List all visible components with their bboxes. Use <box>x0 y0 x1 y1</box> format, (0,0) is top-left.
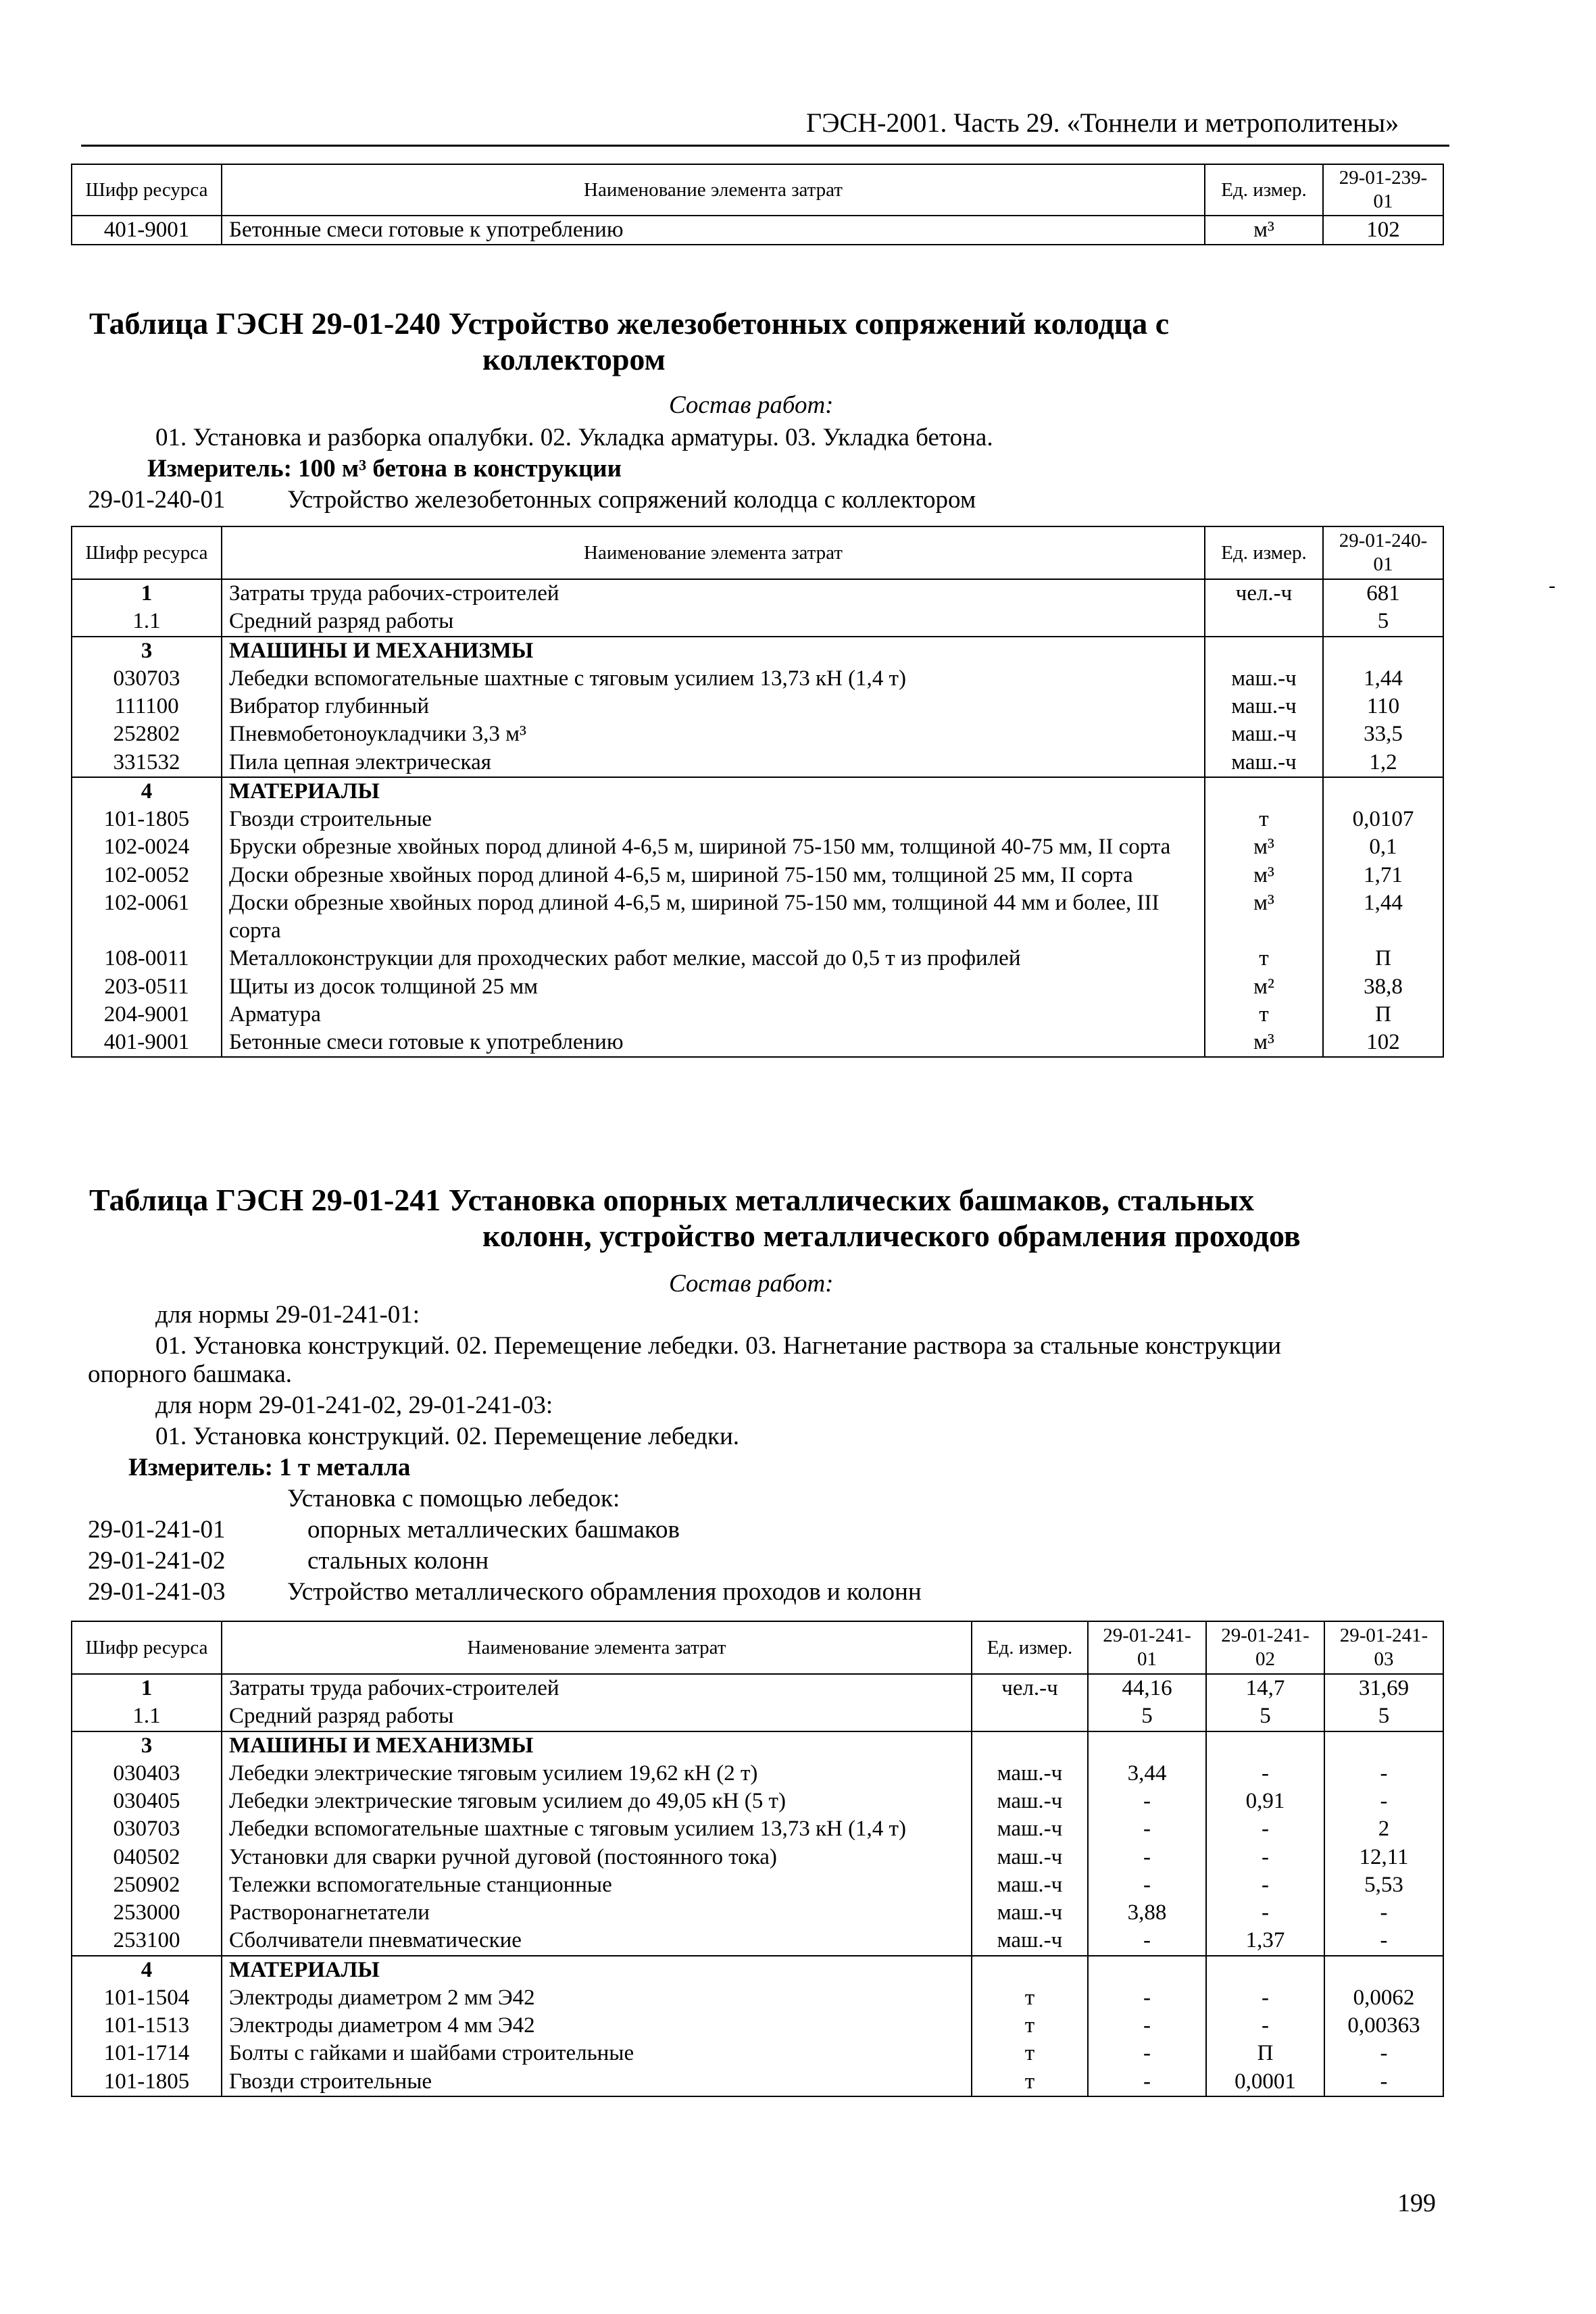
resource-code: 030403 <box>72 1760 222 1788</box>
group-row <box>72 1956 1443 1984</box>
norm-code-241-03: 29-01-241-03 <box>88 1578 226 1606</box>
col-name-header: Наименование элемента затрат <box>222 164 1205 216</box>
norm-value: 31,69 <box>1324 1674 1443 1702</box>
unit: маш.-ч <box>972 1871 1088 1899</box>
table-row <box>72 665 1443 693</box>
table-row <box>72 1702 1443 1731</box>
norm-value: - <box>1324 1927 1443 1955</box>
unit: маш.-ч <box>972 1760 1088 1788</box>
norm-value: - <box>1088 1871 1206 1899</box>
cost-element-name: МАШИНЫ И МЕХАНИЗМЫ <box>222 1731 972 1760</box>
table-row <box>72 608 1443 636</box>
table-row <box>72 216 1443 245</box>
cost-element-name: Доски обрезные хвойных пород длиной 4-6,5 м, шириной 75-150 мм, толщиной 44 мм и более, III сорта <box>222 889 1205 945</box>
cost-element-name: Щиты из досок толщиной 25 мм <box>222 973 1205 1001</box>
unit: т <box>1205 1001 1323 1029</box>
norm-value <box>1323 777 1443 806</box>
resource-code: 101-1504 <box>72 1984 222 2012</box>
norm-value: П <box>1206 2040 1324 2067</box>
unit: маш.-ч <box>1205 665 1323 693</box>
norm-value: 5 <box>1324 1702 1443 1731</box>
norm-value: - <box>1324 1760 1443 1788</box>
cost-element-name: Тележки вспомогательные станционные <box>222 1871 972 1899</box>
table-row <box>72 973 1443 1001</box>
table-row <box>72 833 1443 861</box>
norm-name-241-03: Устройство металлического обрамления проходов и колонн <box>287 1578 922 1606</box>
resource-code: 3 <box>72 1731 222 1760</box>
unit: маш.-ч <box>972 1844 1088 1871</box>
table-body <box>72 216 1443 245</box>
unit: маш.-ч <box>1205 749 1323 777</box>
table-row <box>72 1760 1443 1788</box>
table-row <box>72 749 1443 777</box>
norm-value: 0,0001 <box>1206 2068 1324 2096</box>
page-number: 199 <box>1397 2189 1436 2217</box>
unit <box>1205 637 1323 665</box>
unit: т <box>972 2040 1088 2067</box>
cost-element-name: Растворонагнетатели <box>222 1899 972 1927</box>
norm-value: 1,37 <box>1206 1927 1324 1955</box>
norm-value: - <box>1088 2068 1206 2096</box>
unit: маш.-ч <box>972 1788 1088 1815</box>
unit <box>972 1702 1088 1731</box>
norm-value: - <box>1088 1815 1206 1843</box>
table-row <box>72 1844 1443 1871</box>
cost-element-name: Электроды диаметром 2 мм Э42 <box>222 1984 972 2012</box>
norm-value: 3,88 <box>1088 1899 1206 1927</box>
cost-element-name: Вибратор глубинный <box>222 693 1205 720</box>
table-row <box>72 1029 1443 1057</box>
table-29-01-240 <box>71 526 1444 1058</box>
norm-value: 681 <box>1323 579 1443 608</box>
unit: м³ <box>1205 833 1323 861</box>
table-body <box>72 579 1443 1057</box>
norm-value <box>1206 1956 1324 1984</box>
norm-value: - <box>1206 2012 1324 2040</box>
cost-element-name: МАШИНЫ И МЕХАНИЗМЫ <box>222 637 1205 665</box>
resource-code: 101-1805 <box>72 806 222 833</box>
unit: т <box>1205 945 1323 973</box>
resource-code: 102-0024 <box>72 833 222 861</box>
unit <box>1205 608 1323 636</box>
norm-value <box>1323 637 1443 665</box>
cost-element-name: Бетонные смеси готовые к употреблению <box>222 216 1205 245</box>
resource-code: 401-9001 <box>72 216 222 245</box>
unit: т <box>1205 806 1323 833</box>
col-norm-header: 29-01-241-02 <box>1206 1621 1324 1674</box>
col-unit-header: Ед. измер. <box>1205 526 1323 579</box>
norm-value: 1,71 <box>1323 862 1443 889</box>
table-row <box>72 1927 1443 1955</box>
running-head: ГЭСН-2001. Часть 29. «Тоннели и метрополитены» <box>806 107 1399 138</box>
norm-value: 5 <box>1088 1702 1206 1731</box>
unit: маш.-ч <box>972 1815 1088 1843</box>
resource-code: 030703 <box>72 1815 222 1843</box>
resource-code: 3 <box>72 637 222 665</box>
norm-value: - <box>1206 1871 1324 1899</box>
norm-value: - <box>1324 2040 1443 2067</box>
norm-value <box>1324 1731 1443 1760</box>
norm-value: - <box>1088 1788 1206 1815</box>
norm-name-241-01: опорных металлических башмаков <box>307 1516 680 1544</box>
table-240-title-line2: коллектором <box>482 341 666 376</box>
norm-value: - <box>1206 1760 1324 1788</box>
resource-code: 030405 <box>72 1788 222 1815</box>
resource-code: 101-1805 <box>72 2068 222 2096</box>
norm-value: 0,0107 <box>1323 806 1443 833</box>
norm-value: 12,11 <box>1324 1844 1443 1871</box>
norm-value: - <box>1324 1899 1443 1927</box>
resource-code: 1 <box>72 1674 222 1702</box>
composition-1b: опорного башмака. <box>88 1360 293 1388</box>
norm-value: - <box>1206 1984 1324 2012</box>
norm-value: - <box>1206 1899 1324 1927</box>
unit <box>1205 777 1323 806</box>
resource-code: 101-1513 <box>72 2012 222 2040</box>
table-row <box>72 2068 1443 2096</box>
norm-value: 1,2 <box>1323 749 1443 777</box>
norm-name-240: Устройство железобетонных сопряжений колодца с коллектором <box>287 486 976 514</box>
unit: м³ <box>1205 862 1323 889</box>
header-rule <box>81 145 1449 147</box>
col-unit-header: Ед. измер. <box>1205 164 1323 216</box>
resource-code: 101-1714 <box>72 2040 222 2067</box>
table-row <box>72 1984 1443 2012</box>
table-row <box>72 1001 1443 1029</box>
cost-element-name: Болты с гайками и шайбами строительные <box>222 2040 972 2067</box>
norm-value: 33,5 <box>1323 720 1443 748</box>
cost-element-name: Металлоконструкции для проходческих работ мелкие, массой до 0,5 т из профилей <box>222 945 1205 973</box>
resource-code: 4 <box>72 1956 222 1984</box>
cost-element-name: Электроды диаметром 4 мм Э42 <box>222 2012 972 2040</box>
composition-label-241: Состав работ: <box>669 1270 834 1298</box>
unit: м³ <box>1205 216 1323 245</box>
norm-value: П <box>1323 1001 1443 1029</box>
meter-241: Измеритель: 1 т металла <box>128 1454 411 1481</box>
table-row <box>72 1674 1443 1702</box>
col-norm-header: 29-01-239-01 <box>1323 164 1443 216</box>
table-row <box>72 1871 1443 1899</box>
col-unit-header: Ед. измер. <box>972 1621 1088 1674</box>
cost-element-name: МАТЕРИАЛЫ <box>222 777 1205 806</box>
table-row <box>72 806 1443 833</box>
group-row <box>72 1731 1443 1760</box>
norm-value: 5 <box>1323 608 1443 636</box>
cost-element-name: Затраты труда рабочих-строителей <box>222 579 1205 608</box>
norm-value: - <box>1324 1788 1443 1815</box>
unit: чел.-ч <box>1205 579 1323 608</box>
table-row <box>72 862 1443 889</box>
unit: чел.-ч <box>972 1674 1088 1702</box>
resource-code: 108-0011 <box>72 945 222 973</box>
unit: маш.-ч <box>1205 720 1323 748</box>
norm-value: 102 <box>1323 216 1443 245</box>
composition-1a: 01. Установка конструкций. 02. Перемещение лебедки. 03. Нагнетание раствора за стальные конструкции <box>155 1332 1282 1360</box>
table-241-title-line1: Таблица ГЭСН 29-01-241 Установка опорных металлических башмаков, стальных <box>89 1183 1254 1217</box>
table-241-title <box>89 1183 1441 1254</box>
table-row <box>72 1815 1443 1843</box>
norm-value: 2 <box>1324 1815 1443 1843</box>
cost-element-name: Средний разряд работы <box>222 608 1205 636</box>
table-row <box>72 579 1443 608</box>
norm-value: 38,8 <box>1323 973 1443 1001</box>
cost-element-name: Установки для сварки ручной дуговой (постоянного тока) <box>222 1844 972 1871</box>
resource-code: 204-9001 <box>72 1001 222 1029</box>
norm-code-241-02: 29-01-241-02 <box>88 1547 226 1575</box>
table-240-title-line1: Таблица ГЭСН 29-01-240 Устройство железобетонных сопряжений колодца с <box>89 306 1170 341</box>
resource-code: 1.1 <box>72 608 222 636</box>
table-row <box>72 720 1443 748</box>
norm-value <box>1206 1731 1324 1760</box>
norm-value: - <box>1088 1984 1206 2012</box>
col-code-header: Шифр ресурса <box>72 164 222 216</box>
norm-value: 102 <box>1323 1029 1443 1057</box>
unit: м³ <box>1205 1029 1323 1057</box>
table-29-01-241 <box>71 1621 1444 2097</box>
resource-code: 253100 <box>72 1927 222 1955</box>
cost-element-name: Лебедки электрические тяговым усилием 19,62 кН (2 т) <box>222 1760 972 1788</box>
composition-label-240: Состав работ: <box>669 391 834 419</box>
norm-value: - <box>1088 2012 1206 2040</box>
norm-value: 5,53 <box>1324 1871 1443 1899</box>
col-norm-header: 29-01-240-01 <box>1323 526 1443 579</box>
unit: маш.-ч <box>972 1899 1088 1927</box>
norm-value: 1,44 <box>1323 665 1443 693</box>
cost-element-name: Затраты труда рабочих-строителей <box>222 1674 972 1702</box>
col-name-header: Наименование элемента затрат <box>222 1621 972 1674</box>
table-row <box>72 889 1443 945</box>
table-241-title-line2: колонн, устройство металлического обрамления проходов <box>482 1218 1301 1253</box>
norm-value: 0,0062 <box>1324 1984 1443 2012</box>
norm-value: - <box>1088 1844 1206 1871</box>
col-norm-header: 29-01-241-01 <box>1088 1621 1206 1674</box>
table-row <box>72 2040 1443 2067</box>
cost-element-name: Лебедки электрические тяговым усилием до 49,05 кН (5 т) <box>222 1788 972 1815</box>
table-row <box>72 945 1443 973</box>
norm-value: 14,7 <box>1206 1674 1324 1702</box>
col-norm-header: 29-01-241-03 <box>1324 1621 1443 1674</box>
resource-code: 253000 <box>72 1899 222 1927</box>
norm-value: - <box>1324 2068 1443 2096</box>
resource-code: 102-0061 <box>72 889 222 945</box>
norm-value: 1,44 <box>1323 889 1443 945</box>
norm-value: П <box>1323 945 1443 973</box>
col-code-header: Шифр ресурса <box>72 526 222 579</box>
norm-value <box>1324 1956 1443 1984</box>
norm-value: - <box>1088 1927 1206 1955</box>
col-name-header: Наименование элемента затрат <box>222 526 1205 579</box>
col-code-header: Шифр ресурса <box>72 1621 222 1674</box>
unit: м² <box>1205 973 1323 1001</box>
table-29-01-239 <box>71 164 1444 245</box>
cost-element-name: Лебедки вспомогательные шахтные с тяговым усилием 13,73 кН (1,4 т) <box>222 1815 972 1843</box>
unit: т <box>972 2068 1088 2096</box>
resource-code: 252802 <box>72 720 222 748</box>
resource-code: 102-0052 <box>72 862 222 889</box>
norm-name-241-02: стальных колонн <box>307 1547 489 1575</box>
norm-value: 0,1 <box>1323 833 1443 861</box>
cost-element-name: Бетонные смеси готовые к употреблению <box>222 1029 1205 1057</box>
norm-value: 5 <box>1206 1702 1324 1731</box>
unit: маш.-ч <box>1205 693 1323 720</box>
resource-code: 040502 <box>72 1844 222 1871</box>
norms-intro: Установка с помощью лебедок: <box>287 1485 620 1512</box>
resource-code: 1 <box>72 579 222 608</box>
norm-code-240: 29-01-240-01 <box>88 486 226 514</box>
resource-code: 1.1 <box>72 1702 222 1731</box>
norm-value <box>1088 1956 1206 1984</box>
cost-element-name: Гвозди строительные <box>222 806 1205 833</box>
resource-code: 203-0511 <box>72 973 222 1001</box>
for-norm-1: для нормы 29-01-241-01: <box>155 1301 420 1329</box>
cost-element-name: Бруски обрезные хвойных пород длиной 4-6,5 м, шириной 75-150 мм, толщиной 40-75 мм, II сорта <box>222 833 1205 861</box>
meter-240: Измеритель: 100 м³ бетона в конструкции <box>147 455 622 483</box>
norm-value: 0,00363 <box>1324 2012 1443 2040</box>
norm-value: - <box>1206 1844 1324 1871</box>
norm-value: 110 <box>1323 693 1443 720</box>
cost-element-name: Лебедки вспомогательные шахтные с тяговым усилием 13,73 кН (1,4 т) <box>222 665 1205 693</box>
group-row <box>72 637 1443 665</box>
group-row <box>72 777 1443 806</box>
cost-element-name: Сболчиватели пневматические <box>222 1927 972 1955</box>
unit: маш.-ч <box>972 1927 1088 1955</box>
norm-value: - <box>1206 1815 1324 1843</box>
resource-code: 331532 <box>72 749 222 777</box>
composition-240: 01. Установка и разборка опалубки. 02. Укладка арматуры. 03. Укладка бетона. <box>155 424 993 451</box>
norm-value: - <box>1088 2040 1206 2067</box>
table-240-title <box>89 306 1441 378</box>
resource-code: 111100 <box>72 693 222 720</box>
resource-code: 250902 <box>72 1871 222 1899</box>
norm-value <box>1088 1731 1206 1760</box>
cost-element-name: Пила цепная электрическая <box>222 749 1205 777</box>
norm-code-241-01: 29-01-241-01 <box>88 1516 226 1544</box>
unit <box>972 1956 1088 1984</box>
norm-value: 3,44 <box>1088 1760 1206 1788</box>
table-row <box>72 1788 1443 1815</box>
resource-code: 030703 <box>72 665 222 693</box>
norm-value: 0,91 <box>1206 1788 1324 1815</box>
table-body <box>72 1674 1443 2096</box>
for-norm-2: для норм 29-01-241-02, 29-01-241-03: <box>155 1392 553 1419</box>
cost-element-name: Пневмобетоноукладчики 3,3 м³ <box>222 720 1205 748</box>
cost-element-name: Арматура <box>222 1001 1205 1029</box>
resource-code: 401-9001 <box>72 1029 222 1057</box>
table-row <box>72 1899 1443 1927</box>
cost-element-name: Гвозди строительные <box>222 2068 972 2096</box>
margin-mark: - <box>1549 574 1555 597</box>
cost-element-name: Средний разряд работы <box>222 1702 972 1731</box>
table-row <box>72 2012 1443 2040</box>
composition-2: 01. Установка конструкций. 02. Перемещение лебедки. <box>155 1423 740 1450</box>
unit: т <box>972 1984 1088 2012</box>
unit: т <box>972 2012 1088 2040</box>
norm-value: 44,16 <box>1088 1674 1206 1702</box>
table-row <box>72 693 1443 720</box>
cost-element-name: МАТЕРИАЛЫ <box>222 1956 972 1984</box>
unit: м³ <box>1205 889 1323 945</box>
cost-element-name: Доски обрезные хвойных пород длиной 4-6,5 м, шириной 75-150 мм, толщиной 25 мм, II сорта <box>222 862 1205 889</box>
unit <box>972 1731 1088 1760</box>
resource-code: 4 <box>72 777 222 806</box>
